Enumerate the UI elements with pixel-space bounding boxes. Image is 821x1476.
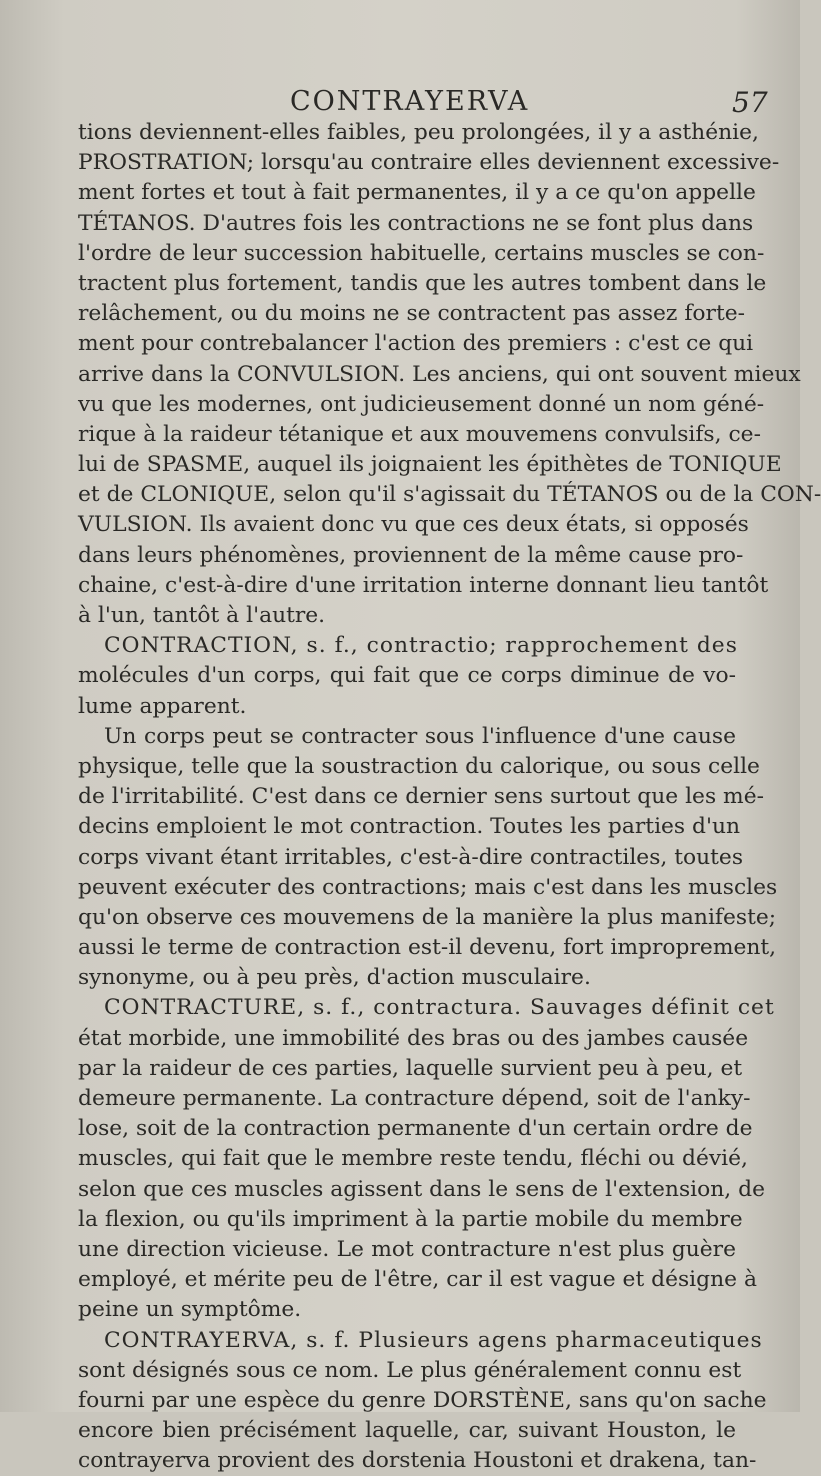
text-line: muscles, qui fait que le membre reste tendu, fléchi ou dévié, [78, 1146, 748, 1172]
text-line: TÉTANOS. D'autres fois les contractions ne se font plus dans [78, 210, 754, 236]
text-line: contrayerva provient des dorstenia Houstoni et drakena, tan- [78, 1448, 757, 1474]
text-line: ment pour contrebalancer l'action des premiers : c'est ce qui [78, 331, 754, 357]
text-line: une direction vicieuse. Le mot contracture n'est plus guère [78, 1236, 736, 1262]
text-line: dans leurs phénomènes, proviennent de la même cause pro- [78, 542, 744, 568]
entry-contrayerva: CONTRAYERVA, s. f. Plusieurs agens pharmaceutiques [104, 1327, 763, 1353]
text-line: molécules d'un corps, qui fait que ce corps diminue de vo- [78, 663, 736, 689]
text-line: decins emploient le mot contraction. Toutes les parties d'un [78, 814, 741, 840]
text-line: sont désignés sous ce nom. Le plus généralement connu est [78, 1357, 742, 1383]
text-line: de l'irritabilité. C'est dans ce dernier sens surtout que les mé- [78, 784, 764, 810]
text-line: qu'on observe ces mouvemens de la manière la plus manifeste; [78, 904, 777, 930]
text-line: demeure permanente. La contracture dépend, soit de l'anky- [78, 1086, 751, 1111]
text-line: rique à la raideur tétanique et aux mouvemens convulsifs, ce- [78, 421, 761, 447]
text-line: physique, telle que la soustraction du calorique, ou sous celle [78, 753, 760, 779]
running-head: CONTRAYERVA [290, 86, 530, 117]
text-line: peine un symptôme. [78, 1297, 302, 1323]
text-line: lui de SPASME, auquel ils joignaient les épithètes de TONIQUE [78, 452, 782, 478]
text-line: tractent plus fortement, tandis que les autres tombent dans le [78, 270, 767, 296]
text-line: aussi le terme de contraction est-il devenu, fort improprement, [78, 935, 777, 961]
text-line: VULSION. Ils avaient donc vu que ces deux états, si opposés [78, 512, 749, 538]
text-line: arrive dans la CONVULSION. Les anciens, qui ont souvent mieux [78, 361, 801, 387]
text-line: et de CLONIQUE, selon qu'il s'agissait du TÉTANOS ou de la CON- [78, 482, 821, 508]
text-line: vu que les modernes, ont judicieusement donné un nom géné- [78, 391, 765, 417]
text-line: à l'un, tantôt à l'autre. [78, 603, 326, 628]
text-line: tions deviennent-elles faibles, peu prolongées, il y a asthénie, [78, 120, 759, 145]
text-line: ment fortes et tout à fait permanentes, il y a ce qu'on appelle [78, 180, 756, 206]
text-line: corps vivant étant irritables, c'est-à-dire contractiles, toutes [78, 844, 744, 870]
text-line: état morbide, une immobilité des bras ou des jambes causée [78, 1025, 749, 1051]
text-line: la flexion, ou qu'ils impriment à la partie mobile du membre [78, 1206, 743, 1232]
text-line: synonyme, ou à peu près, d'action musculaire. [78, 965, 591, 991]
text-line: relâchement, ou du moins ne se contractent pas assez forte- [78, 301, 745, 327]
body-text [78, 118, 821, 1476]
text-line: employé, et mérite peu de l'être, car il est vague et désigne à [78, 1267, 757, 1293]
text-line: lose, soit de la contraction permanente d'un certain ordre de [78, 1116, 753, 1142]
text-line: selon que ces muscles agissent dans le sens de l'extension, de [78, 1176, 765, 1202]
entry-contraction: CONTRACTION, s. f., contractio; rapprochement des [104, 633, 738, 659]
text-line: par la raideur de ces parties, laquelle survient peu à peu, et [78, 1055, 743, 1081]
text-line: peuvent exécuter des contractions; mais c'est dans les muscles [78, 874, 778, 900]
page-number: 57 [732, 86, 768, 119]
text-line: PROSTRATION; lorsqu'au contraire elles deviennent excessive- [78, 150, 780, 176]
text-line: chaine, c'est-à-dire d'une irritation interne donnant lieu tantôt [78, 572, 769, 598]
text-line: fourni par une espèce du genre DORSTÈNE, sans qu'on sache [78, 1387, 767, 1413]
text-line: lume apparent. [78, 693, 247, 719]
text-line: Un corps peut se contracter sous l'influence d'une cause [104, 723, 736, 749]
entry-contracture: CONTRACTURE, s. f., contractura. Sauvages définit cet [104, 995, 775, 1021]
text-line: encore bien précisément laquelle, car, suivant Houston, le [78, 1418, 736, 1444]
page-header [0, 82, 800, 122]
text-line: l'ordre de leur succession habituelle, certains muscles se con- [78, 240, 765, 266]
